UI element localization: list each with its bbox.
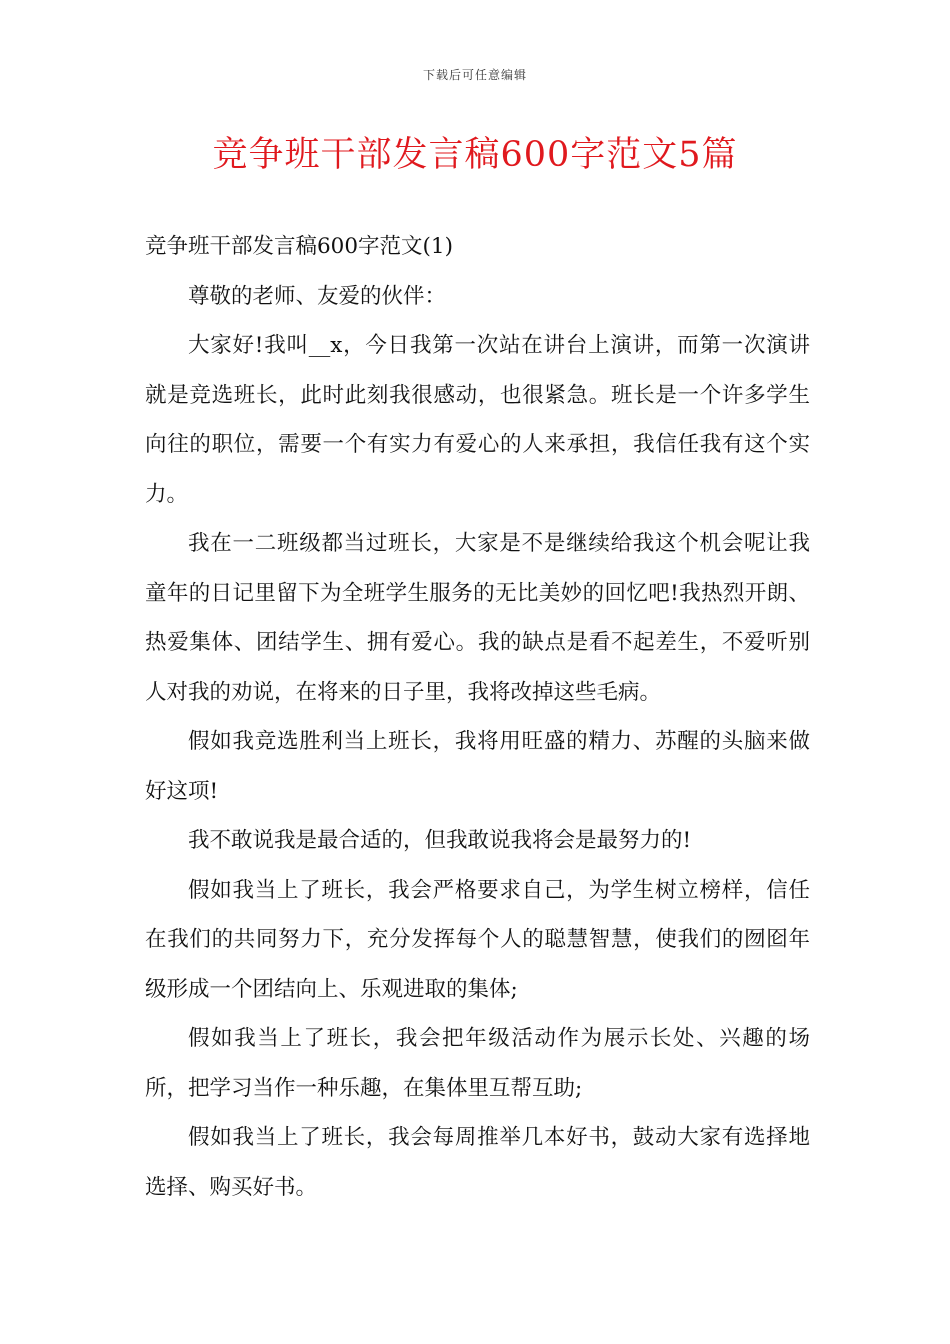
paragraph: 我不敢说我是最合适的，但我敢说我将会是最努力的!: [188, 828, 692, 853]
paragraph-greeting: 尊敬的老师、友爱的伙伴：: [188, 283, 447, 309]
paragraph: 假如我当上了班长，我会严格要求自己，为学生树立榜样，信任在我们的共同努力下，充分发挥每个人的聪慧智慧，使我们的囫囵年级形成一个团结向上、乐观进取的集体;: [145, 877, 810, 1002]
paragraph: 我在一二班级都当过班长，大家是不是继续给我这个机会呢让我童年的日记里留下为全班学生服务的无比美妙的回忆吧!我热烈开朗、热爱集体、团结学生、拥有爱心。我的缺点是看不起差生，不爱听别人对我的劝说，在将来的日子里，我将改掉这些毛病。: [145, 531, 810, 705]
paragraph: 假如我当上了班长，我会把年级活动作为展示长处、兴趣的场所，把学习当作一种乐趣，在集体里互帮互助;: [145, 1026, 810, 1101]
document-title: 竞争班干部发言稿600字范文5篇: [212, 135, 738, 175]
document-body: [145, 222, 810, 1212]
paragraph: 大家好!我叫__x，今日我第一次站在讲台上演讲，而第一次演讲就是竞选班长，此时此刻我很感动，也很紧急。班长是一个许多学生向往的职位，需要一个有实力有爱心的人来承担，我信任我有这个实力。: [145, 333, 810, 507]
paragraph: 假如我当上了班长，我会每周推举几本好书，鼓动大家有选择地选择、购买好书。: [145, 1125, 810, 1200]
section-title: 竞争班干部发言稿600字范文(1): [145, 234, 453, 259]
paragraph: 假如我竞选胜利当上班长，我将用旺盛的精力、苏醒的头脑来做好这项!: [145, 729, 810, 804]
header-note: 下载后可任意编辑: [422, 68, 527, 82]
